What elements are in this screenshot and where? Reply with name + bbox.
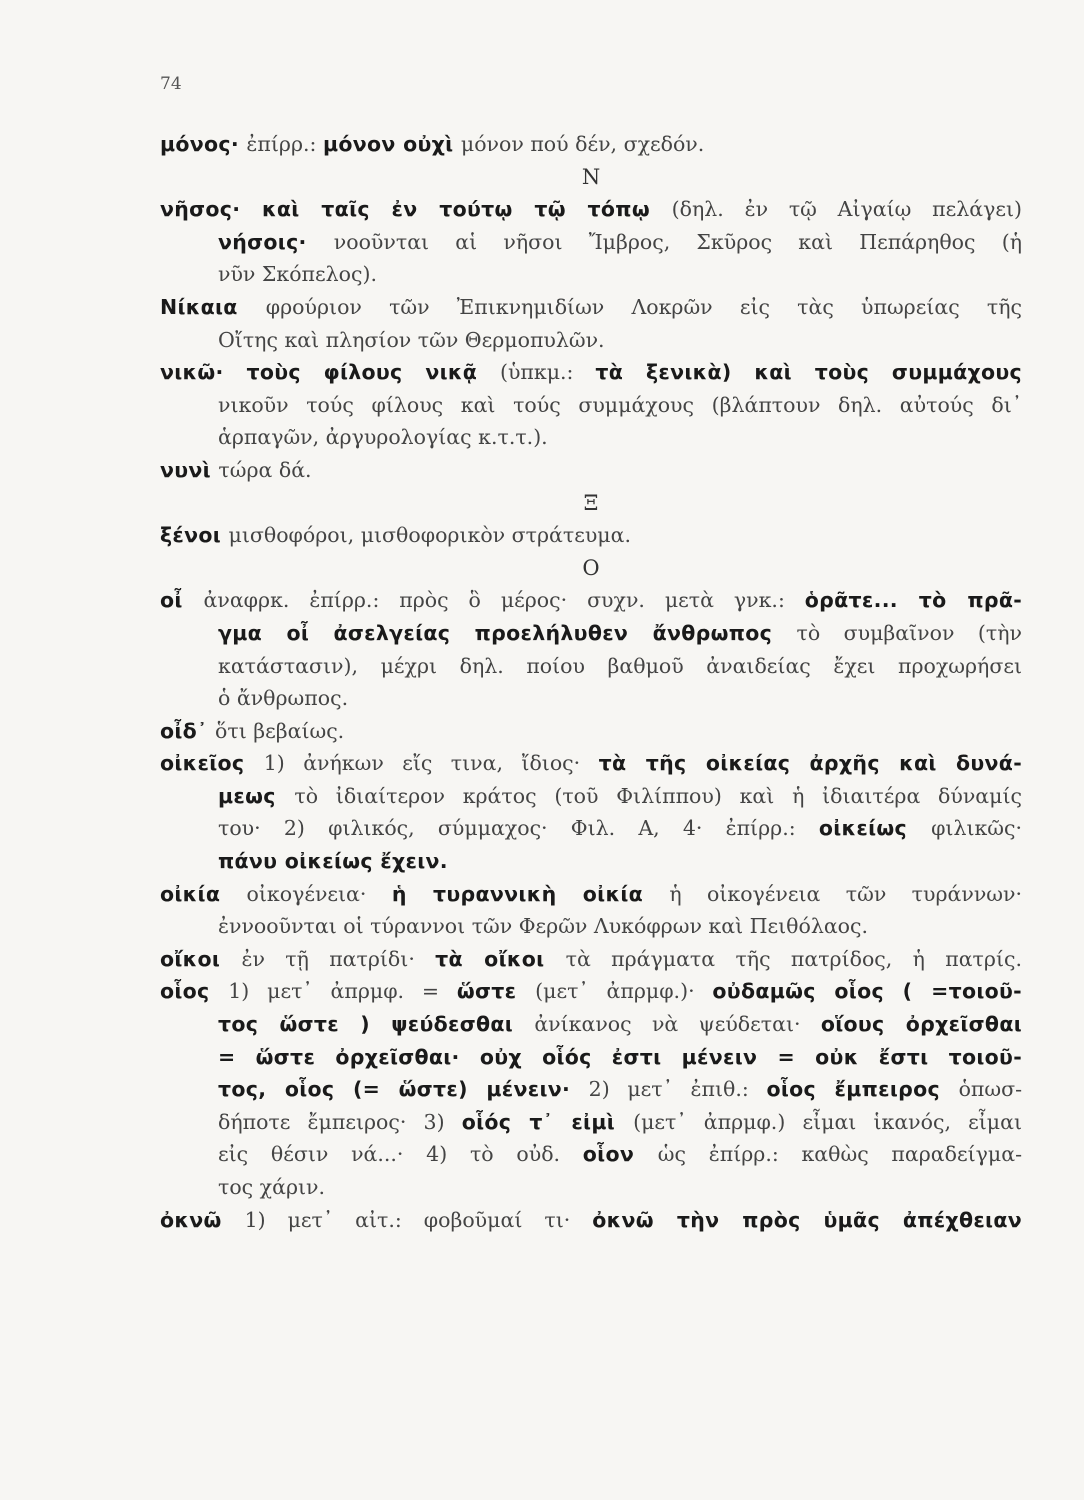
bold-greek-term: τὰ τῆς οἰκείας ἀρχῆς καὶ δυνά- bbox=[598, 751, 1022, 776]
bold-greek-term: πάνυ οἰκείως ἔχειν. bbox=[218, 849, 448, 874]
entry-headword-line bbox=[160, 715, 1022, 748]
bold-greek-term: οἷος ἔμπειρος bbox=[766, 1077, 959, 1102]
definition-text: 1) μετ᾿ ἀπρμφ. = bbox=[228, 979, 457, 1004]
entry-headword-line bbox=[160, 193, 1022, 226]
definition-text: (μετ᾿ ἀπρμφ.) εἶμαι ἱκανός, εἶμαι bbox=[633, 1109, 1022, 1134]
definition-text: εἰς θέσιν νά...· 4) τὸ οὐδ. bbox=[218, 1142, 583, 1167]
bold-greek-term: οἰκεῖος bbox=[160, 751, 264, 776]
entry-continuation-line bbox=[160, 910, 1022, 943]
entry-headword-line bbox=[160, 975, 1022, 1008]
bold-greek-term: οἵους ὀρχεῖσθαι bbox=[820, 1012, 1022, 1037]
bold-greek-term: ὁρᾶτε... τὸ πρᾶ- bbox=[804, 588, 1022, 613]
entry-headword-line bbox=[160, 291, 1022, 324]
bold-greek-term: οἶδ᾿ bbox=[160, 718, 216, 743]
bold-greek-term: οἷός τ᾿ εἰμὶ bbox=[461, 1109, 634, 1134]
entry-headword-line bbox=[160, 878, 1022, 911]
entry-continuation-line bbox=[160, 1073, 1022, 1106]
definition-text: τὰ πράγματα τῆς πατρίδος, ἡ πατρίς. bbox=[565, 946, 1022, 971]
bold-greek-term: ὥστε bbox=[456, 979, 536, 1004]
bold-greek-term: ὀκνῶ τὴν πρὸς ὑμᾶς ἀπέχθειαν bbox=[592, 1207, 1022, 1232]
entry-continuation-line bbox=[160, 682, 1022, 715]
entry-headword-line bbox=[160, 584, 1022, 617]
definition-text: (ὑπκμ.: bbox=[499, 360, 596, 385]
definition-text: 2) μετ᾿ ἐπιθ.: bbox=[588, 1077, 767, 1102]
definition-text: 1) μετ᾿ αἰτ.: φοβοῦμαί τι· bbox=[244, 1207, 593, 1232]
entry-continuation-line bbox=[160, 258, 1022, 291]
definition-text: νικοῦν τούς φίλους καὶ τούς συμμάχους (βλάπτουν δηλ. αὐτούς δι᾿ bbox=[218, 392, 1022, 417]
section-letter: Ξ bbox=[583, 490, 599, 515]
definition-text: ὡς ἐπίρρ.: καθὼς παραδείγμα- bbox=[657, 1142, 1022, 1167]
bold-greek-term: νήσοις· bbox=[218, 229, 334, 254]
definition-text: ἀναφρκ. ἐπίρρ.: πρὸς ὃ μέρος· συχν. μετὰ γνκ.: bbox=[203, 588, 805, 613]
definition-text: νοοῦνται αἱ νῆσοι Ἴμβρος, Σκῦρος καὶ Πεπάρηθος (ἡ bbox=[333, 229, 1022, 254]
bold-greek-term: τὰ οἴκοι bbox=[435, 946, 566, 971]
bold-greek-term: ὀκνῶ bbox=[160, 1207, 245, 1232]
definition-text: τος χάριν. bbox=[218, 1175, 326, 1199]
definition-text: ὅτι βεβαίως. bbox=[215, 718, 345, 743]
bold-greek-term: μόνος· bbox=[160, 132, 247, 156]
bold-greek-term: = ὥστε ὀρχεῖσθαι· οὐχ οἷός ἐστι μένειν = οὐκ ἔστι τοιοῦ- bbox=[218, 1044, 1022, 1069]
bold-greek-term: νικῶ· τοὺς φίλους νικᾷ bbox=[160, 360, 500, 385]
definition-text: τὸ ἰδιαίτερον κράτος (τοῦ Φιλίππου) καὶ ἡ ἰδιαιτέρα δύναμίς bbox=[294, 783, 1022, 808]
definition-text: οἰκογένεια· bbox=[246, 881, 392, 906]
entry-continuation-line bbox=[160, 812, 1022, 845]
bold-greek-term: οἶ bbox=[160, 588, 204, 613]
definition-text: ὁπωσ- bbox=[958, 1077, 1022, 1102]
bold-greek-term: τὰ ξενικὰ) καὶ τοὺς συμμάχους bbox=[595, 360, 1022, 385]
section-letter: O bbox=[582, 555, 600, 580]
definition-text: (δηλ. ἐν τῷ Αἰγαίῳ πελάγει) bbox=[671, 197, 1022, 222]
definition-text: 1) ἀνήκων εἴς τινα, ἴδιος· bbox=[263, 751, 599, 776]
entry-continuation-line bbox=[160, 324, 1022, 357]
bold-greek-term: οἷον bbox=[582, 1142, 658, 1167]
entry-continuation-line bbox=[160, 226, 1022, 259]
entry-continuation-line bbox=[160, 421, 1022, 454]
definition-text: ἐν τῇ πατρίδι· bbox=[241, 946, 436, 971]
definition-text: (μετ᾿ ἀπρμφ.)· bbox=[535, 979, 713, 1004]
bold-greek-term: νῆσος· καὶ ταῖς ἐν τούτῳ τῷ τόπῳ bbox=[160, 197, 672, 222]
definition-text: ἁρπαγῶν, ἀργυρολογίας κ.τ.τ.). bbox=[218, 425, 548, 450]
entry-continuation-line bbox=[160, 1041, 1022, 1074]
bold-greek-term: τος ὥστε ) ψεύδεσθαι bbox=[218, 1012, 535, 1037]
entry-continuation-line bbox=[160, 650, 1022, 683]
definition-text: νῦν Σκόπελος). bbox=[218, 262, 377, 287]
definition-text: δήποτε ἔμπειρος· 3) bbox=[218, 1109, 462, 1134]
bold-greek-term: ἡ τυραννικὴ οἰκία bbox=[391, 881, 670, 906]
entry-headword-line bbox=[160, 747, 1022, 780]
page-number: 74 bbox=[160, 74, 182, 94]
entry-continuation-line bbox=[160, 780, 1022, 813]
bold-greek-term: μεως bbox=[218, 783, 295, 808]
entry-continuation-line bbox=[160, 1171, 1022, 1204]
definition-text: ἐννοοῦνται οἱ τύραννοι τῶν Φερῶν Λυκόφρων καὶ Πειθόλαος. bbox=[218, 914, 869, 939]
entry-headword-line bbox=[160, 454, 1022, 487]
bold-greek-term: νυνὶ bbox=[160, 457, 219, 482]
entry-continuation-line bbox=[160, 1106, 1022, 1139]
definition-text: φρούριον τῶν Ἐπικνημιδίων Λοκρῶν εἰς τὰς ὑπωρείας τῆς bbox=[265, 294, 1022, 319]
dictionary-text bbox=[160, 128, 1022, 1236]
definition-text: μόνον πού δέν, σχεδόν. bbox=[460, 132, 705, 156]
definition-text: ἀνίκανος νὰ ψεύδεται· bbox=[534, 1012, 821, 1037]
definition-text: μισθοφόροι, μισθοφορικὸν στράτευμα. bbox=[228, 523, 631, 548]
definition-text: ὁ ἄνθρωπος. bbox=[218, 686, 349, 711]
entry-continuation-line bbox=[160, 389, 1022, 422]
entry-continuation-line bbox=[160, 617, 1022, 650]
bold-greek-term: οὐδαμῶς οἷος ( =τοιοῦ- bbox=[712, 979, 1022, 1004]
bold-greek-term: γμα οἶ ἀσελγείας προελήλυθεν ἄνθρωπος bbox=[218, 620, 797, 645]
entry-continuation-line bbox=[160, 1138, 1022, 1171]
entry-headword-line bbox=[160, 519, 1022, 552]
entry-headword-line bbox=[160, 943, 1022, 976]
bold-greek-term: οἷος bbox=[160, 979, 229, 1004]
bold-greek-term: τος, οἷος (= ὥστε) μένειν· bbox=[218, 1077, 589, 1102]
bold-greek-term: ξένοι bbox=[160, 523, 229, 548]
entry-continuation-line bbox=[160, 1008, 1022, 1041]
definition-text: τὸ συμβαῖνον (τὴν bbox=[796, 620, 1022, 645]
section-letter: N bbox=[581, 164, 601, 189]
bold-greek-term: Νίκαια bbox=[160, 294, 266, 319]
definition-text: ἡ οἰκογένεια τῶν τυράννων· bbox=[669, 881, 1022, 906]
bold-greek-term: οἰκία bbox=[160, 881, 247, 906]
bold-greek-term: οἰκείως bbox=[818, 816, 932, 841]
definition-text: Οἴτης καὶ πλησίον τῶν Θερμοπυλῶν. bbox=[218, 327, 605, 352]
entry-headword-line bbox=[160, 1204, 1022, 1237]
bold-greek-term: οἴκοι bbox=[160, 946, 242, 971]
definition-text: κατάστασιν), μέχρι δηλ. ποίου βαθμοῦ ἀναιδείας ἔχει προχωρήσει bbox=[218, 653, 1022, 678]
definition-text: ἐπίρρ.: bbox=[246, 132, 323, 156]
definition-text: τώρα δά. bbox=[218, 457, 312, 482]
bold-greek-term: μόνον οὐχὶ bbox=[322, 132, 461, 156]
entry-headword-line bbox=[160, 356, 1022, 389]
entry-headword-line bbox=[160, 128, 1022, 161]
definition-text: φιλικῶς· bbox=[931, 816, 1022, 841]
definition-text: του· 2) φιλικός, σύμμαχος· Φιλ. Α, 4· ἐπίρρ.: bbox=[218, 816, 819, 841]
entry-continuation-line bbox=[160, 845, 1022, 878]
